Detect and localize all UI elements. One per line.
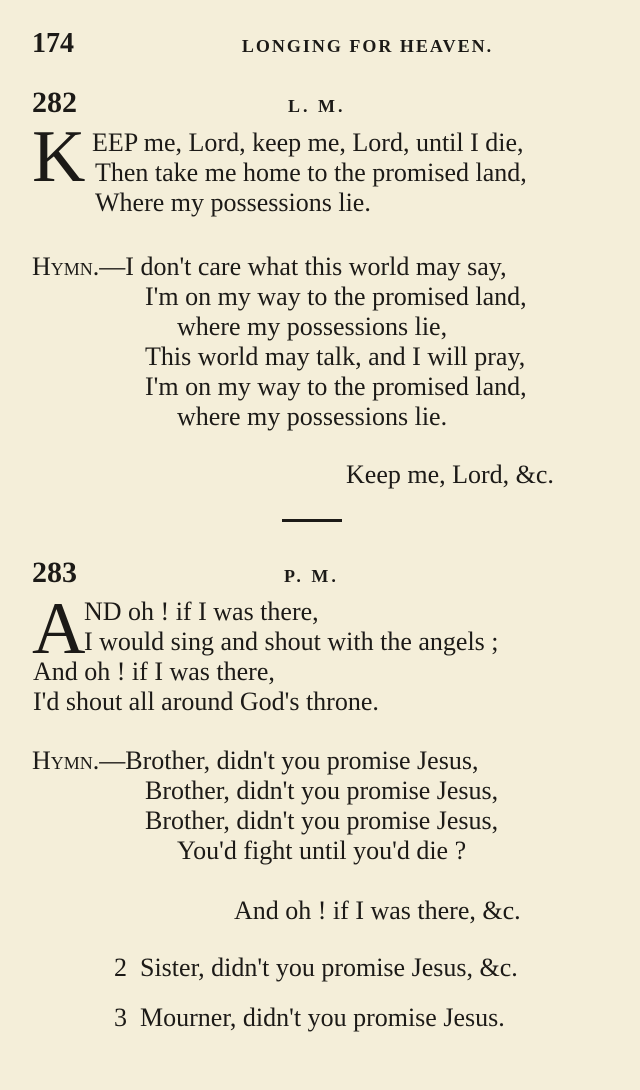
running-title: LONGING FOR HEAVEN. — [241, 36, 494, 56]
hymn-282-chorus-line-3: where my possessions lie, — [177, 312, 448, 341]
hymn-283-chorus-line-2: Brother, didn't you promise Jesus, — [145, 776, 499, 805]
hymn-283-refrain: And oh ! if I was there, &c. — [234, 896, 521, 925]
section-divider — [282, 519, 342, 522]
hymn-283-dropcap: A — [32, 588, 86, 670]
hymn-282-refrain: Keep me, Lord, &c. — [346, 460, 554, 489]
hymn-283-verse-3 — [114, 1003, 505, 1033]
verse-number: 2 — [114, 953, 127, 982]
hymn-283-chorus-line-4: You'd fight until you'd die ? — [177, 836, 467, 865]
hymn-282-chorus-line-2: I'm on my way to the promised land, — [145, 282, 527, 311]
hymn-283-chorus-line-1 — [32, 746, 478, 776]
hymn-283-line-4: I'd shout all around God's throne. — [33, 687, 379, 716]
hymn-282-meter: L. M. — [288, 96, 346, 116]
hymn-282-dropcap: K — [32, 116, 86, 198]
hymn-283-number: 283 — [32, 556, 77, 589]
verse-number: 3 — [114, 1003, 127, 1032]
hymn-283-line-2: I would sing and shout with the angels ; — [84, 627, 499, 656]
page-number: 174 — [32, 28, 74, 59]
hymn-label: Hymn. — [32, 746, 100, 775]
hymn-283-line-1: ND oh ! if I was there, — [84, 597, 319, 626]
hymn-282-chorus-line-6: where my possessions lie. — [177, 402, 448, 431]
hymn-282-number: 282 — [32, 86, 77, 119]
hymn-283-verse-2 — [114, 953, 518, 983]
hymn-283-chorus-text: —Brother, didn't you promise Jesus, — [99, 746, 479, 775]
hymn-282-chorus-line-5: I'm on my way to the promised land, — [145, 372, 527, 401]
hymn-282-line-3: Where my possessions lie. — [95, 188, 371, 217]
hymn-283-chorus-line-3: Brother, didn't you promise Jesus, — [145, 806, 499, 835]
hymn-label: Hymn. — [32, 252, 100, 281]
hymn-283-meter: P. M. — [284, 566, 339, 586]
hymn-283-line-3: And oh ! if I was there, — [33, 657, 275, 686]
hymn-282-chorus-line-4: This world may talk, and I will pray, — [145, 342, 526, 371]
verse-text: Sister, didn't you promise Jesus, &c. — [140, 953, 518, 982]
hymn-282-chorus-line-1 — [32, 252, 507, 282]
hymn-282-line-2: Then take me home to the promised land, — [95, 158, 527, 187]
hymn-282-line-1: EEP me, Lord, keep me, Lord, until I die, — [92, 128, 524, 157]
verse-text: Mourner, didn't you promise Jesus. — [140, 1003, 505, 1032]
hymn-282-chorus-text: —I don't care what this world may say, — [99, 252, 507, 281]
